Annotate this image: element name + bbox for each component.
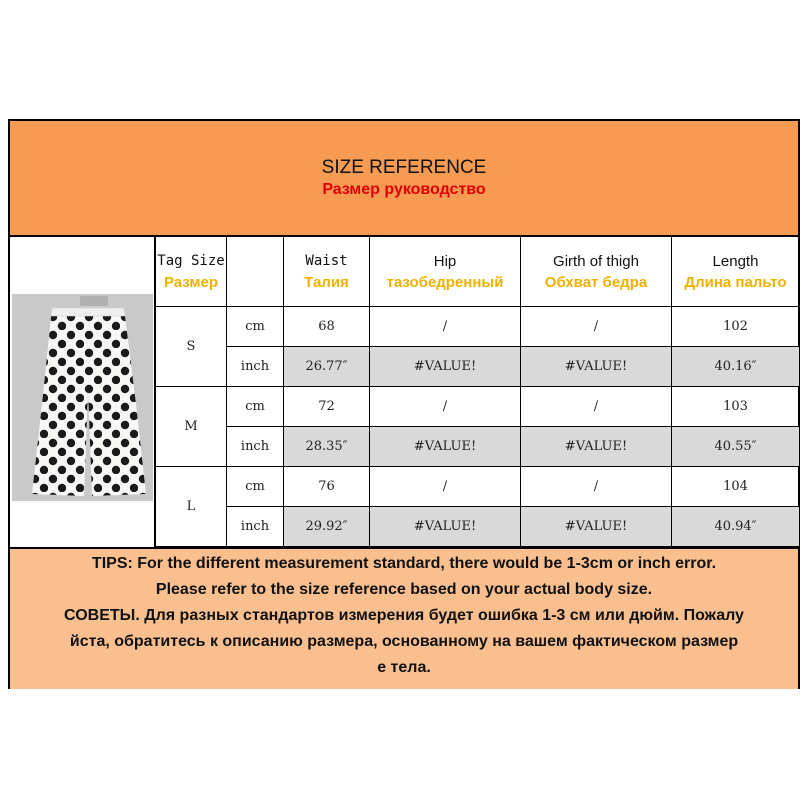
header-hip <box>370 237 521 307</box>
length-value: 102 <box>672 307 800 347</box>
tips-line-4: йста, обратитесь к описанию размера, основанному на вашем фактическом размер <box>69 633 739 650</box>
waist-value: 72 <box>284 387 370 427</box>
waist-value: 29.92″ <box>284 507 370 547</box>
tips-line-1: TIPS: For the different measurement standard, there would be 1-3cm or inch error. <box>91 555 717 572</box>
length-value: 40.16″ <box>672 347 800 387</box>
thigh-value: / <box>521 467 672 507</box>
size-chart-header <box>10 121 798 237</box>
tips-line-3: СОВЕТЫ. Для разных стандартов измерения будет ошибка 1-3 см или дюйм. Пожалу <box>64 607 744 624</box>
size-table <box>10 237 798 547</box>
header-waist-en: Waist <box>305 252 348 269</box>
header-thigh-en: Girth of thigh <box>553 252 639 270</box>
header-unit-blank <box>227 237 284 307</box>
length-value: 40.94″ <box>672 507 800 547</box>
tips-line-5: е тела. <box>377 659 431 676</box>
unit-cell: cm <box>227 387 284 427</box>
header-hip-en: Hip <box>433 252 457 270</box>
header-thigh-ru: Обхват бедра <box>544 273 648 291</box>
size-chart-subtitle: Размер руководство <box>322 181 486 198</box>
waist-value: 68 <box>284 307 370 347</box>
size-chart <box>8 119 800 689</box>
thigh-value: / <box>521 307 672 347</box>
product-image-cell <box>10 237 156 547</box>
unit-cell: cm <box>227 467 284 507</box>
tips-line-2: Please refer to the size reference based on your actual body size. <box>155 581 653 598</box>
unit-cell: cm <box>227 307 284 347</box>
hip-value: / <box>370 307 521 347</box>
product-image <box>12 294 153 501</box>
header-tag-size-en: Tag Size <box>157 252 225 269</box>
unit-cell: inch <box>227 507 284 547</box>
header-thigh <box>521 237 672 307</box>
length-value: 40.55″ <box>672 427 800 467</box>
hip-value: / <box>370 387 521 427</box>
header-length-ru: Длина пальто <box>684 273 787 291</box>
thigh-value: / <box>521 387 672 427</box>
thigh-value: #VALUE! <box>521 347 672 387</box>
unit-cell: inch <box>227 347 284 387</box>
size-cell: M <box>156 387 227 467</box>
header-hip-ru: тазобедренный <box>386 273 504 291</box>
header-length-en: Length <box>712 252 759 270</box>
waist-value: 76 <box>284 467 370 507</box>
header-tag-size <box>156 237 227 307</box>
header-tag-size-ru: Размер <box>163 273 219 291</box>
header-length <box>672 237 800 307</box>
hip-value: / <box>370 467 521 507</box>
thigh-value: #VALUE! <box>521 507 672 547</box>
header-waist <box>284 237 370 307</box>
tips-box <box>10 547 798 689</box>
hip-value: #VALUE! <box>370 507 521 547</box>
waist-value: 26.77″ <box>284 347 370 387</box>
polka-dot-pants-icon <box>12 294 153 501</box>
size-cell: S <box>156 307 227 387</box>
header-waist-ru: Талия <box>304 273 349 291</box>
waist-value: 28.35″ <box>284 427 370 467</box>
size-chart-title: SIZE REFERENCE <box>321 157 487 178</box>
length-value: 103 <box>672 387 800 427</box>
length-value: 104 <box>672 467 800 507</box>
size-cell: L <box>156 467 227 547</box>
hip-value: #VALUE! <box>370 347 521 387</box>
thigh-value: #VALUE! <box>521 427 672 467</box>
unit-cell: inch <box>227 427 284 467</box>
hip-value: #VALUE! <box>370 427 521 467</box>
